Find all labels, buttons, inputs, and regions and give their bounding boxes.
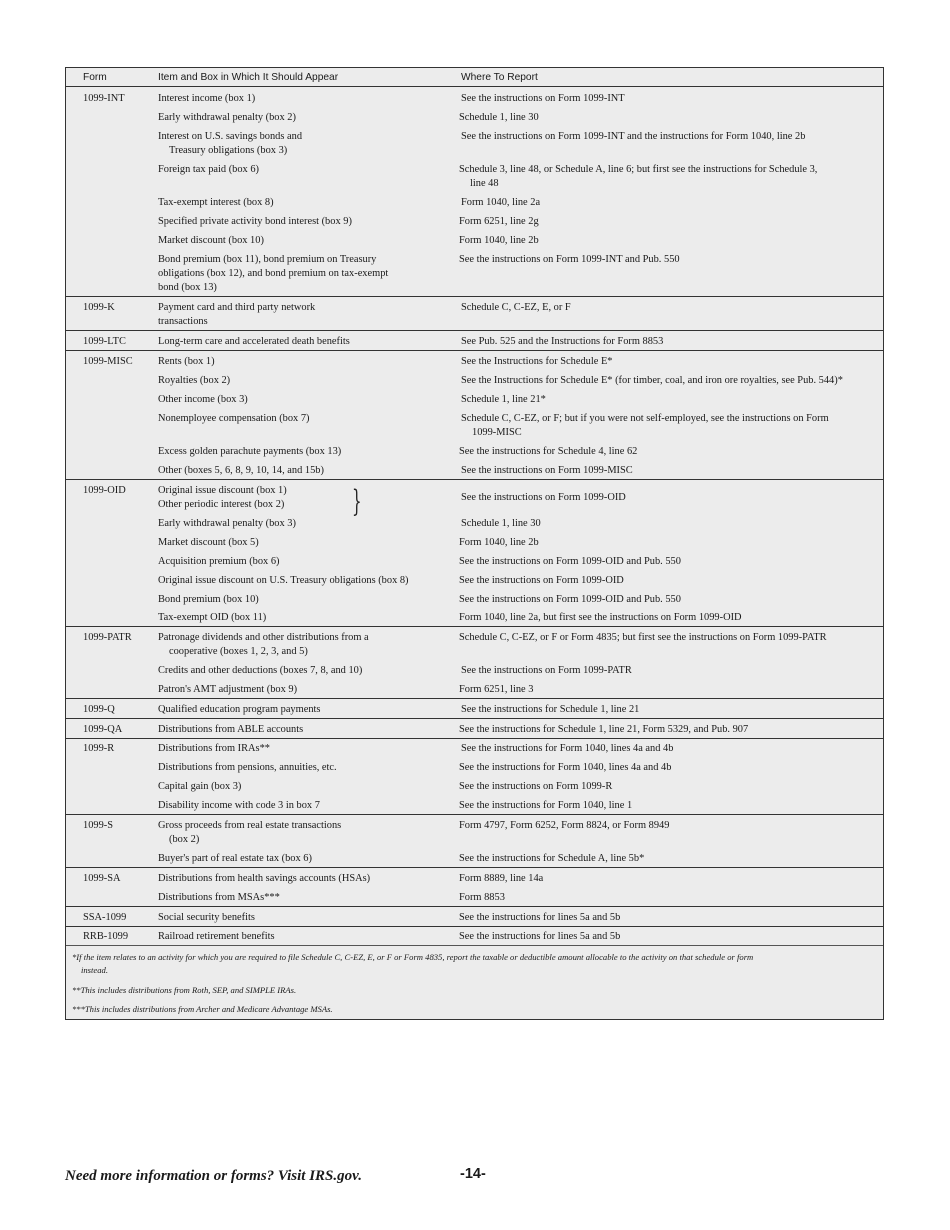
form-label-rrb-1099: RRB-1099: [83, 931, 129, 942]
footnote: [72, 951, 875, 977]
table-cell-line: (box 2): [169, 834, 200, 845]
table-cell: Bond premium (box 10): [158, 594, 259, 605]
table-cell: See the instructions for Schedule A, line 5b*: [459, 853, 645, 864]
table-cell: Nonemployee compensation (box 7): [158, 413, 310, 424]
table-cell-line: Other periodic interest (box 2): [158, 499, 285, 510]
table-cell: Acquisition premium (box 6): [158, 556, 280, 567]
table-cell: Form 1040, line 2b: [459, 537, 539, 548]
form-label-1099-r: 1099-R: [83, 743, 115, 754]
table-cell: Distributions from IRAs**: [158, 743, 270, 754]
table-cell: See the instructions for Form 1040, lines 4a and 4b: [461, 743, 674, 754]
header-where: Where To Report: [461, 72, 538, 83]
row-divider: [66, 296, 883, 297]
table-cell-line: obligations (box 12), and bond premium on tax-exempt: [158, 268, 389, 279]
table-cell-line: Original issue discount (box 1): [158, 485, 287, 496]
table-cell: See the Instructions for Schedule E*: [461, 356, 613, 367]
table-cell: Schedule C, C-EZ, or F or Form 4835; but first see the instructions on Form 1099-PATR: [459, 632, 827, 643]
table-cell: Tax-exempt interest (box 8): [158, 197, 274, 208]
footnote-divider: [66, 945, 883, 946]
table-cell: [158, 301, 315, 329]
footnote: **This includes distributions from Roth, SEP, and SIMPLE IRAs.: [72, 985, 297, 995]
table-cell: Market discount (box 10): [158, 235, 264, 246]
row-divider: [66, 814, 883, 815]
table-cell: See the instructions for lines 5a and 5b: [459, 931, 621, 942]
table-cell: See the instructions on Form 1099-INT and the instructions for Form 1040, line 2b: [461, 131, 806, 142]
table-cell: Tax-exempt OID (box 11): [158, 612, 267, 623]
form-label-1099-patr: 1099-PATR: [83, 632, 132, 643]
table-cell: See the instructions on Form 1099-INT and Pub. 550: [459, 254, 680, 265]
table-cell: Form 4797, Form 6252, Form 8824, or Form 8949: [459, 820, 670, 831]
table-cell-line: line 48: [470, 178, 499, 189]
brace-icon: }: [352, 484, 362, 519]
table-cell: Form 1040, line 2a, but first see the instructions on Form 1099-OID: [459, 612, 742, 623]
form-label-1099-s: 1099-S: [83, 820, 114, 831]
table-cell: See the instructions for Form 1040, line 1: [459, 800, 633, 811]
table-cell: See the instructions on Form 1099-OID and Pub. 550: [459, 556, 681, 567]
table-cell: See the instructions for Schedule 1, line 21: [461, 704, 640, 715]
row-divider: [66, 626, 883, 627]
table-cell: Excess golden parachute payments (box 13): [158, 446, 342, 457]
table-cell-line: Gross proceeds from real estate transactions: [158, 820, 342, 831]
table-cell: Early withdrawal penalty (box 3): [158, 518, 296, 529]
table-cell: Royalties (box 2): [158, 375, 231, 386]
table-cell: Buyer's part of real estate tax (box 6): [158, 853, 312, 864]
table-cell-line: Schedule C, C-EZ, or F; but if you were not self-employed, see the instructions on Form: [461, 413, 829, 424]
table-cell: [158, 631, 369, 659]
table-cell: See Pub. 525 and the Instructions for Form 8853: [461, 336, 664, 347]
table-cell: See the instructions on Form 1099-OID: [461, 492, 626, 503]
table-cell: Form 6251, line 3: [459, 684, 534, 695]
row-divider: [66, 330, 883, 331]
table-cell: See the instructions for Schedule 1, line 21, Form 5329, and Pub. 907: [459, 724, 749, 735]
row-divider: [66, 718, 883, 719]
table-cell: Schedule 1, line 30: [459, 112, 539, 123]
table-cell: See the instructions on Form 1099-PATR: [461, 665, 632, 676]
table-cell-line: Treasury obligations (box 3): [169, 145, 288, 156]
table-cell-line: 1099-MISC: [472, 427, 522, 438]
row-divider: [66, 698, 883, 699]
table-cell: [158, 130, 302, 158]
form-label-1099-int: 1099-INT: [83, 93, 125, 104]
row-divider: [66, 867, 883, 868]
form-label-1099-qa: 1099-QA: [83, 724, 123, 735]
table-cell: Credits and other deductions (boxes 7, 8, and 10): [158, 665, 363, 676]
table-cell: Schedule C, C-EZ, E, or F: [461, 302, 571, 313]
table-cell: Distributions from MSAs***: [158, 892, 280, 903]
form-label-1099-oid: 1099-OID: [83, 485, 126, 496]
table-cell-line: Interest on U.S. savings bonds and: [158, 131, 303, 142]
header-form: Form: [83, 72, 107, 83]
table-cell: Other income (box 3): [158, 394, 248, 405]
table-cell: Qualified education program payments: [158, 704, 321, 715]
table-cell: Original issue discount on U.S. Treasury obligations (box 8): [158, 575, 409, 586]
table-cell: Market discount (box 5): [158, 537, 259, 548]
table-cell: Distributions from ABLE accounts: [158, 724, 304, 735]
footnote-line: *If the item relates to an activity for which you are required to file Schedule C, C-EZ, E, or F or Form 4835, report the taxable or deductible amount allocable to the activity on that schedule or form: [72, 952, 754, 962]
table-cell: [158, 253, 388, 295]
table-cell: Form 6251, line 2g: [459, 216, 539, 227]
table-cell: Other (boxes 5, 6, 8, 9, 10, 14, and 15b): [158, 465, 324, 476]
table-cell: Patron's AMT adjustment (box 9): [158, 684, 298, 695]
form-label-1099-q: 1099-Q: [83, 704, 115, 715]
table-cell: Form 8853: [459, 892, 505, 903]
table-cell: Social security benefits: [158, 912, 255, 923]
table-cell: [461, 412, 829, 440]
footnote-line: instead.: [81, 965, 108, 975]
header-item: Item and Box in Which It Should Appear: [158, 72, 339, 83]
row-divider: [66, 926, 883, 927]
form-label-ssa-1099: SSA-1099: [83, 912, 127, 923]
table-cell: Railroad retirement benefits: [158, 931, 275, 942]
table-cell: Distributions from health savings accounts (HSAs): [158, 873, 371, 884]
table-cell: See the instructions on Form 1099-OID and Pub. 550: [459, 594, 681, 605]
table-cell: Form 8889, line 14a: [459, 873, 544, 884]
table-cell: See the instructions for Schedule 4, line 62: [459, 446, 638, 457]
row-divider: [66, 479, 883, 480]
table-cell: Early withdrawal penalty (box 2): [158, 112, 296, 123]
table-cell-line: Patronage dividends and other distributions from a: [158, 632, 369, 643]
table-cell: Form 1040, line 2a: [461, 197, 541, 208]
table-cell: See the instructions on Form 1099-R: [459, 781, 613, 792]
page-number: -14-: [460, 1166, 486, 1182]
table-cell: See the Instructions for Schedule E* (for timber, coal, and iron ore royalties, see Pub. 544)*: [461, 375, 843, 386]
table-cell-line: Bond premium (box 11), bond premium on Treasury: [158, 254, 377, 265]
table-cell: Foreign tax paid (box 6): [158, 164, 259, 175]
table-cell: Distributions from pensions, annuities, etc.: [158, 762, 337, 773]
table-cell: Form 1040, line 2b: [459, 235, 539, 246]
footnote: ***This includes distributions from Archer and Medicare Advantage MSAs.: [72, 1004, 333, 1014]
table-cell: See the instructions on Form 1099-INT: [461, 93, 625, 104]
more-info-note: Need more information or forms? Visit IRS.gov.: [65, 1168, 362, 1184]
table-cell: Interest income (box 1): [158, 93, 256, 104]
table-cell-line: Schedule 3, line 48, or Schedule A, line 6; but first see the instructions for Schedule 3,: [459, 164, 818, 175]
table-cell-line: Payment card and third party network: [158, 302, 316, 313]
table-cell: See the instructions on Form 1099-MISC: [461, 465, 633, 476]
table-cell: Rents (box 1): [158, 356, 215, 367]
table-cell: See the instructions for lines 5a and 5b: [459, 912, 621, 923]
form-label-1099-sa: 1099-SA: [83, 873, 121, 884]
table-cell: Long-term care and accelerated death benefits: [158, 336, 350, 347]
form-label-1099-k: 1099-K: [83, 302, 115, 313]
table-cell: Disability income with code 3 in box 7: [158, 800, 320, 811]
row-divider: [66, 350, 883, 351]
table-cell-line: transactions: [158, 316, 208, 327]
table-cell: Schedule 1, line 21*: [461, 394, 546, 405]
form-label-1099-misc: 1099-MISC: [83, 356, 133, 367]
table-header: [66, 68, 883, 87]
table-cell: Schedule 1, line 30: [461, 518, 541, 529]
table-cell: [158, 484, 287, 512]
table-cell-line: cooperative (boxes 1, 2, 3, and 5): [169, 646, 308, 657]
table-cell: See the instructions for Form 1040, lines 4a and 4b: [459, 762, 672, 773]
table-cell-line: bond (box 13): [158, 282, 217, 293]
row-divider: [66, 738, 883, 739]
table-cell: Capital gain (box 3): [158, 781, 242, 792]
form-label-1099-ltc: 1099-LTC: [83, 336, 126, 347]
table-cell: [459, 163, 817, 191]
table-cell: Specified private activity bond interest (box 9): [158, 216, 352, 227]
row-divider: [66, 906, 883, 907]
table-cell: [158, 819, 341, 847]
form-reference-table: [65, 67, 884, 1020]
table-cell: See the instructions on Form 1099-OID: [459, 575, 624, 586]
